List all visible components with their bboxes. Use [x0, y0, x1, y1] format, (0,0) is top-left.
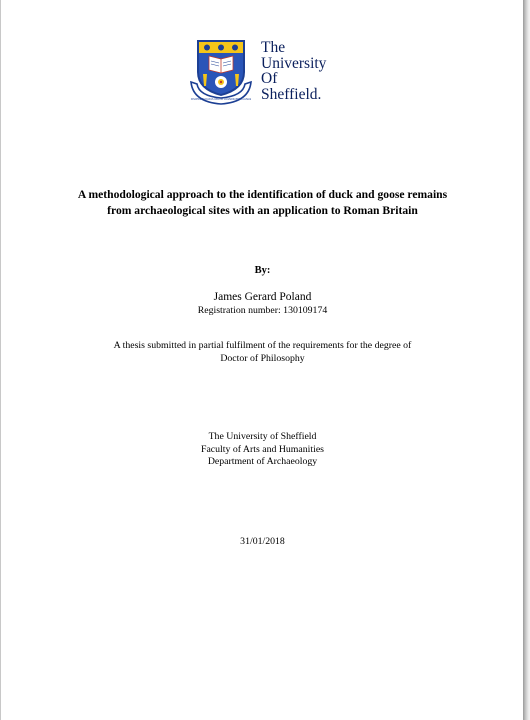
university-name-line-4: Sheffield. [261, 85, 322, 103]
university-name-line-1: The [261, 39, 286, 56]
university-crest-icon [187, 38, 255, 106]
university-name-line-3: Of [261, 70, 278, 87]
degree-statement-line-1: A thesis submitted in partial fulfilment of the requirements for the degree of [113, 340, 412, 351]
page-edge-shadow [523, 0, 530, 720]
affiliation-university: The University of Sheffield [208, 431, 317, 442]
degree-statement-line-2: Doctor of Philosophy [220, 352, 305, 364]
thesis-title [1, 187, 524, 219]
author-name: James Gerard Poland [213, 291, 312, 303]
university-name [261, 40, 326, 102]
university-logo [187, 38, 337, 108]
affiliation [1, 431, 524, 469]
submission-date: 31/01/2018 [240, 536, 285, 547]
crest-motto: DISCERE FACULTAS RERUM COGNOSCERE CAUSAS [190, 98, 252, 101]
by-label: By: [254, 265, 271, 276]
university-name-line-2: University [261, 54, 327, 72]
thesis-title-line-2: from archaeological sites with an application to Roman Britain [107, 204, 418, 217]
affiliation-department: Department of Archaeology [207, 456, 318, 467]
registration-number: Registration number: 130109174 [197, 305, 328, 316]
degree-statement [1, 340, 524, 365]
thesis-title-line-1: A methodological approach to the identification of duck and goose remains [77, 188, 448, 201]
affiliation-faculty: Faculty of Arts and Humanities [201, 443, 324, 455]
